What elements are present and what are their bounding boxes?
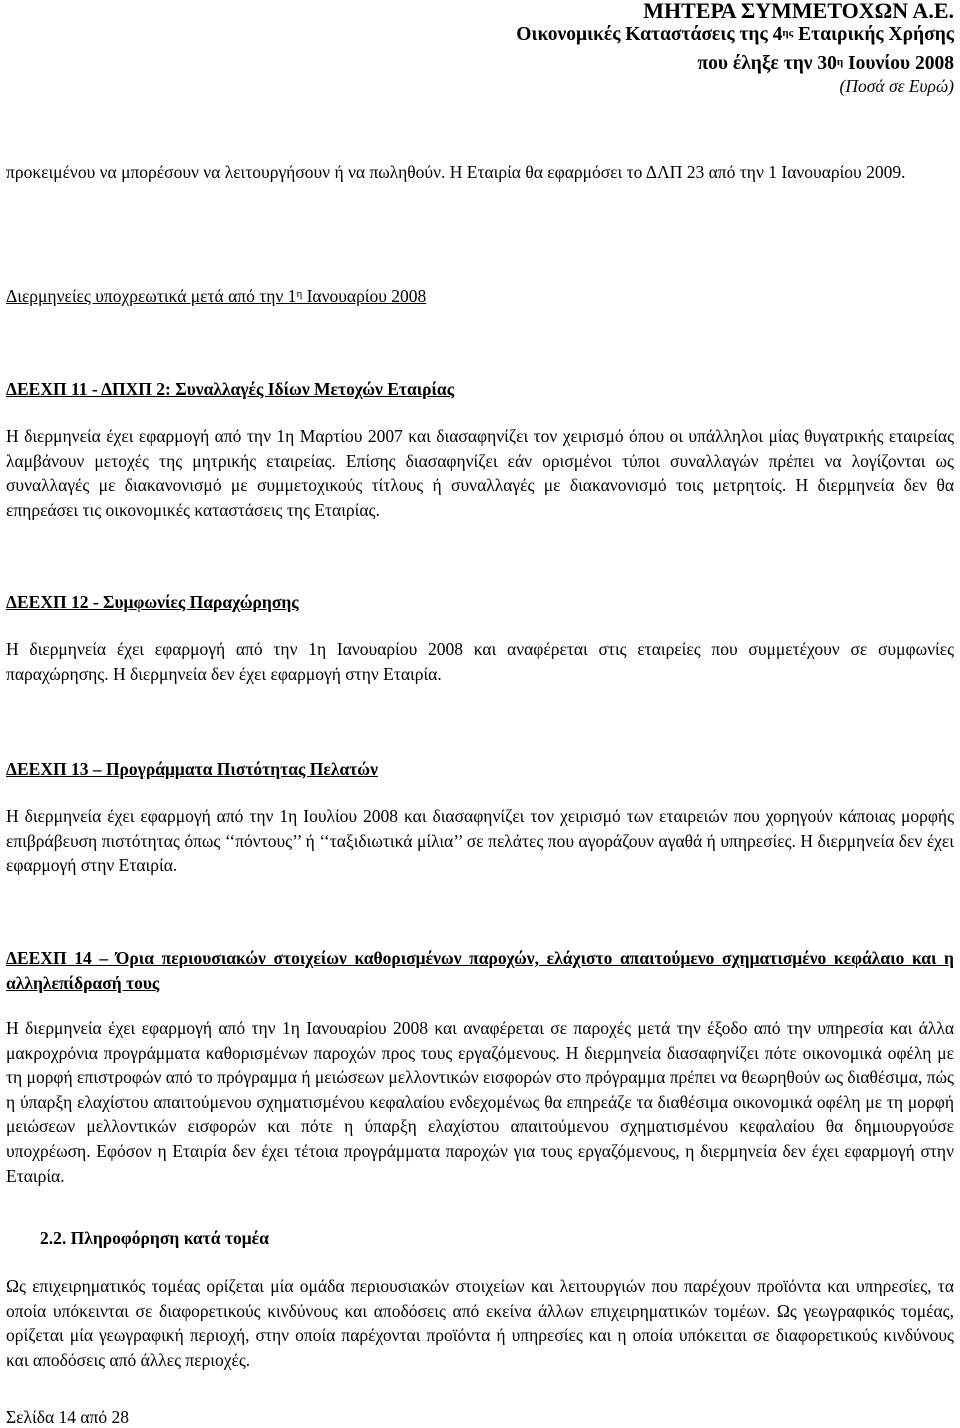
period-title: που έληξε την $30^\eta$ Ιουνίου 2008 [697,53,954,74]
section-title: ΔΕΕΧΠ 13 – Προγράμματα Πιστότητας Πελατών [6,759,378,779]
statements-title: Οικονομικές Καταστάσεις της $4^{\eta\varsigma}$ Εταιρικής Χρήσης [516,24,954,45]
currency-note: (Ποσά σε Ευρώ) [839,76,954,96]
page-number: Σελίδα 14 από 28 [6,1407,130,1427]
section-title: ΔΕΕΧΠ 11 - ΔΠΧΠ 2: Συναλλαγές Ιδίων Μετοχών Εταιρίας [6,379,455,399]
section-title: ΔΕΕΧΠ 14 – Όρια περιουσιακών στοιχείων καθορισμένων παροχών, ελάχιστο απαιτούμενο σχηματισμένο κεφάλαιο και η αλληλεπίδρασή τους [6,948,954,993]
section-ifric-14-body: Η διερμηνεία έχει εφαρμογή από την 1η Ιανουαρίου 2008 και αναφέρεται σε παροχές μετά την έξοδο από την υπηρεσία και άλλα μακροχρόνια προγράμματα καθορισμένων παροχών προς τους εργαζόμενους. Η διερμηνεία διασαφηνίζει πότε οικονομικά οφέλη με τη μορφή επιστροφών από το πρόγραμμα ή μειώσεων μελλοντικών εισφορών στο πρόγραμμα πρέπει να θεωρηθούν ως διαθέσιμα, πώς η ύπαρξη ελαχίστου απαιτούμενου σχηματισμένου κεφαλαίου ενδεχομένως θα επηρεάζε τα διαθέσιμα οικονομικά οφέλη με τη μορφή μειώσεων μελλοντικών εισφορών και πότε η ύπαρξη ελαχίστου απαιτούμενου σχηματισμένου κεφαλαίου θα δημιουργούσε υποχρέωση. Εφόσον η Εταιρία δεν έχει τέτοια προγράμματα παροχών για τους εργαζόμενους, η διερμηνεία δεν έχει εφαρμογή στην Εταιρία. [6,1018,954,1186]
interpretations-heading: Διερμηνείες υποχρεωτικά μετά από την $1^\eta$ Ιανουαρίου 2008 [6,286,427,306]
segment-section-title: 2.2. Πληροφόρηση κατά τομέα [40,1228,269,1248]
section-ifric-11-body: Η διερμηνεία έχει εφαρμογή από την 1η Μαρτίου 2007 και διασαφηνίζει τον χειρισμό όπου οι υπάλληλοι μίας θυγατρικής εταιρείας λαμβάνουν μετοχές της μητρικής εταιρείας. Επίσης διασαφηνίζει εάν ορισμένοι τύποι συναλλαγών πρέπει να λογίζονται ως συναλλαγές με διακανονισμό με συμμετοχικούς τίτλους ή συναλλαγές με διακανονισμό τοις μετρητοίς. Η διερμηνεία δεν θα επηρεάσει τις οικονομικές καταστάσεις της Εταιρίας. [6,426,954,520]
section-ifric-12 [6,590,954,615]
section-ifric-12-body: Η διερμηνεία έχει εφαρμογή από την 1η Ιανουαρίου 2008 και αναφέρεται στις εταιρείες που συμμετέχουν σε συμφωνίες παραχώρησης. Η διερμηνεία δεν έχει εφαρμογή στην Εταιρία. [6,639,954,684]
section-ifric-11 [6,377,954,402]
segment-section-body: Ως επιχειρηματικός τομέας ορίζεται μία ομάδα περιουσιακών στοιχείων και λειτουργιών που παρέχουν προϊόντα και υπηρεσίες, τα οποία υπόκεινται σε διαφορετικούς κινδύνους και αποδόσεις από εκείνα άλλων επιχειρηματικών τομέων. Ως γεωγραφικός τομέας, ορίζεται μία γεωγραφική περιοχή, στην οποία παρέχονται προϊόντα ή υπηρεσίες και η οποία υπόκειται σε διαφορετικούς κινδύνους και αποδόσεις από άλλες περιοχές. [6,1276,954,1370]
section-ifric-13 [6,757,954,782]
intro-paragraph: προκειμένου να μπορέσουν να λειτουργήσουν ή να πωληθούν. Η Εταιρία θα εφαρμόσει το ΔΛΠ 23 από την 1 Ιανουαρίου 2009. [6,162,906,182]
section-ifric-13-body: Η διερμηνεία έχει εφαρμογή από την 1η Ιουλίου 2008 και διασαφηνίζει τον χειρισμό των εταιρειών που χορηγούν κάποιας μορφής επιβράβευση πιστότητας όπως ‘‘πόντους’’ ή ‘‘ταξιδιωτικά μίλια’’ σε πελάτες που αγοράζουν αγαθά ή υπηρεσίες. Η διερμηνεία δεν έχει εφαρμογή στην Εταιρία. [6,806,954,876]
section-title: ΔΕΕΧΠ 12 - Συμφωνίες Παραχώρησης [6,592,299,612]
section-ifric-14 [6,946,954,995]
company-name: ΜΗΤΕΡΑ ΣΥΜΜΕΤΟΧΩΝ Α.Ε. [643,0,954,23]
